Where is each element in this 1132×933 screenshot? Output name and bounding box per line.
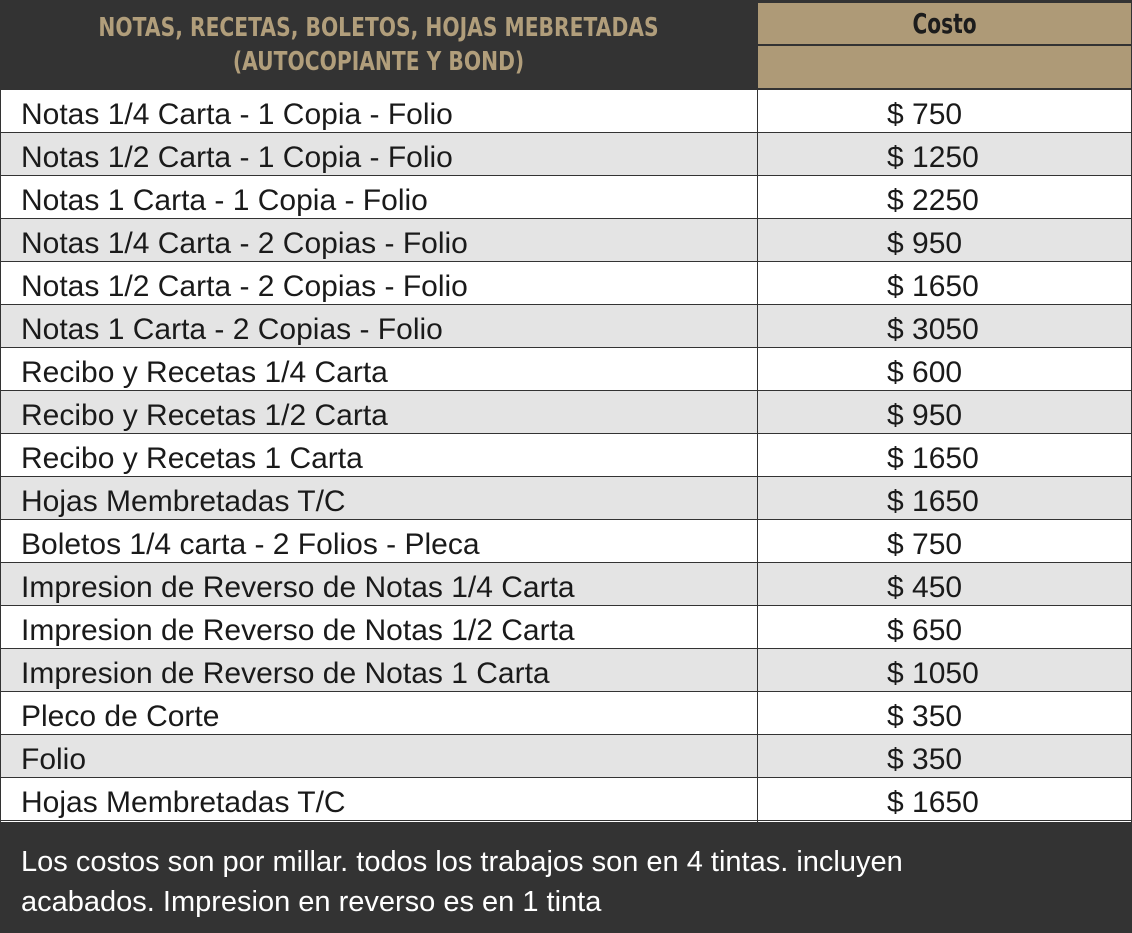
- table-row: [0, 90, 1132, 133]
- row-description: Notas 1/2 Carta - 1 Copia - Folio: [21, 141, 453, 174]
- row-price: $ 1250: [887, 141, 979, 174]
- table-title: [83, 0, 673, 90]
- row-description: Folio: [21, 743, 87, 776]
- row-price: $ 1050: [887, 657, 979, 690]
- column-divider: [757, 90, 758, 822]
- row-description: Pleco de Corte: [21, 700, 220, 733]
- table-row: [0, 606, 1132, 649]
- row-description: Notas 1 Carta - 1 Copia - Folio: [21, 184, 428, 217]
- table-row: [0, 391, 1132, 434]
- table-title-line-1: NOTAS, RECETAS, BOLETOS, HOJAS MEBRETADAS: [98, 13, 659, 43]
- row-description: Notas 1/4 Carta - 1 Copia - Folio: [21, 98, 453, 131]
- table-row: [0, 305, 1132, 348]
- table-row: [0, 219, 1132, 262]
- table-row: [0, 176, 1132, 219]
- table-row: [0, 692, 1132, 735]
- footer-note: [0, 822, 1132, 933]
- row-price: $ 1650: [887, 442, 979, 475]
- table-row: [0, 434, 1132, 477]
- table-row: [0, 348, 1132, 391]
- row-price: $ 650: [887, 614, 963, 647]
- row-description: Recibo y Recetas 1/2 Carta: [21, 399, 388, 432]
- row-price: $ 2250: [887, 184, 979, 217]
- footer-line-2: acabados. Impresion en reverso es en 1 tinta: [21, 886, 602, 918]
- costo-subheader-cell: [758, 46, 1131, 88]
- table-row: [0, 262, 1132, 305]
- row-price: $ 1650: [887, 786, 979, 819]
- table-row: [0, 735, 1132, 778]
- row-description: Notas 1 Carta - 2 Copias - Folio: [21, 313, 443, 346]
- table-row: [0, 778, 1132, 821]
- costo-label: Costo: [912, 7, 977, 40]
- table-row: [0, 477, 1132, 520]
- row-description: Impresion de Reverso de Notas 1 Carta: [21, 657, 550, 690]
- table-row: [0, 133, 1132, 176]
- row-price: $ 950: [887, 227, 963, 260]
- footer-line-1: Los costos son por millar. todos los trabajos son en 4 tintas. incluyen: [21, 846, 903, 878]
- row-price: $ 1650: [887, 270, 979, 303]
- row-price: $ 350: [887, 700, 963, 733]
- row-description: Impresion de Reverso de Notas 1/2 Carta: [21, 614, 575, 647]
- table-row: [0, 563, 1132, 606]
- table-body: [0, 90, 1132, 821]
- row-price: $ 450: [887, 571, 963, 604]
- row-price: $ 600: [887, 356, 963, 389]
- row-price: $ 950: [887, 399, 963, 432]
- table-title-line-2: (AUTOCOPIANTE Y BOND): [232, 47, 525, 77]
- table-header: [0, 0, 1132, 90]
- row-description: Recibo y Recetas 1 Carta: [21, 442, 363, 475]
- table-left-border: [0, 90, 1, 822]
- row-price: $ 750: [887, 98, 963, 131]
- row-price: $ 1650: [887, 485, 979, 518]
- row-price: $ 750: [887, 528, 963, 561]
- row-price: $ 350: [887, 743, 963, 776]
- table-row: [0, 649, 1132, 692]
- row-description: Impresion de Reverso de Notas 1/4 Carta: [21, 571, 575, 604]
- row-description: Notas 1/4 Carta - 2 Copias - Folio: [21, 227, 468, 260]
- row-description: Hojas Membretadas T/C: [21, 786, 346, 819]
- row-description: Boletos 1/4 carta - 2 Folios - Pleca: [21, 528, 480, 561]
- costo-column-header: [758, 3, 1131, 44]
- row-price: $ 3050: [887, 313, 979, 346]
- row-description: Hojas Membretadas T/C: [21, 485, 346, 518]
- table-row: [0, 520, 1132, 563]
- row-description: Notas 1/2 Carta - 2 Copias - Folio: [21, 270, 468, 303]
- row-description: Recibo y Recetas 1/4 Carta: [21, 356, 388, 389]
